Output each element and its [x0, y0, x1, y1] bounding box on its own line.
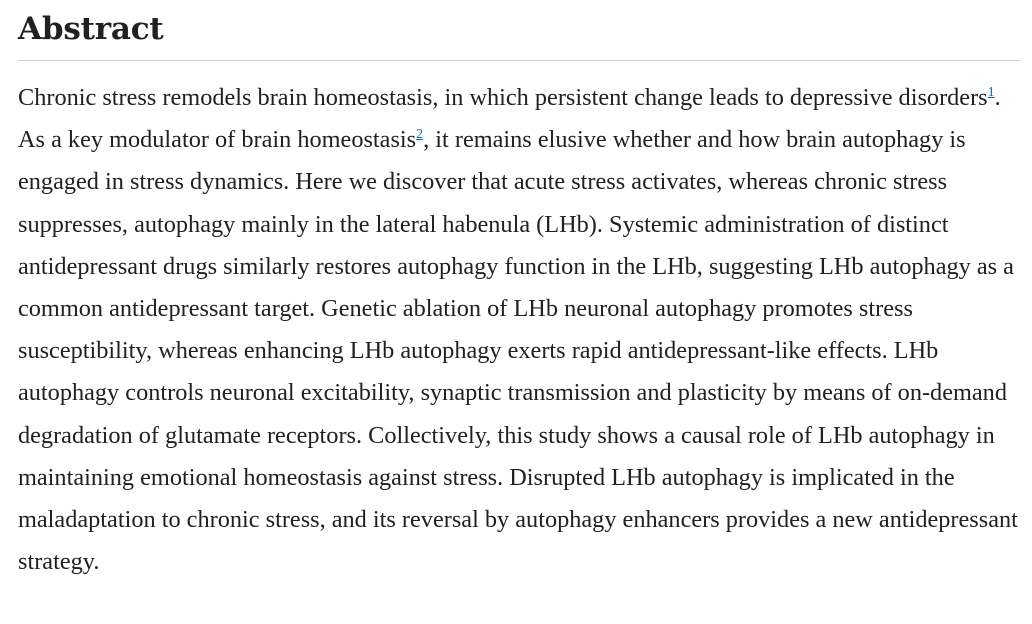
abstract-heading: Abstract: [18, 11, 164, 47]
abstract-paragraph: [18, 61, 1020, 583]
abstract-section: [18, 0, 1020, 583]
abstract-text-segment-2: . As a key modulator of brain homeostasis: [18, 84, 1001, 154]
abstract-text-segment-3: , it remains elusive whether and how brain autophagy is engaged in stress dynamics. Here we discover that acute stress activates, whereas chronic stress suppresses, autophagy mainly in the lateral habenula (LHb). Systemic administration of distinct antidepressant drugs similarly restores autophagy function in the LHb, suggesting LHb autophagy as a common antidepressant target. Genetic ablation of LHb neuronal autophagy promotes stress susceptibility, whereas enhancing LHb autophagy exerts rapid antidepressant-like effects. LHb autophagy controls neuronal excitability, synaptic transmission and plasticity by means of on-demand degradation of glutamate receptors. Collectively, this study shows a causal role of LHb autophagy in maintaining emotional homeostasis against stress. Disrupted LHb autophagy is implicated in the maladaptation to chronic stress, and its reversal by autophagy enhancers provides a new antidepressant strategy.: [18, 126, 1018, 576]
abstract-text-segment-1: Chronic stress remodels brain homeostasis, in which persistent change leads to depressive disorders: [18, 84, 988, 111]
reference-link-1[interactable]: 1: [987, 84, 995, 100]
reference-link-2[interactable]: 2: [416, 127, 424, 143]
